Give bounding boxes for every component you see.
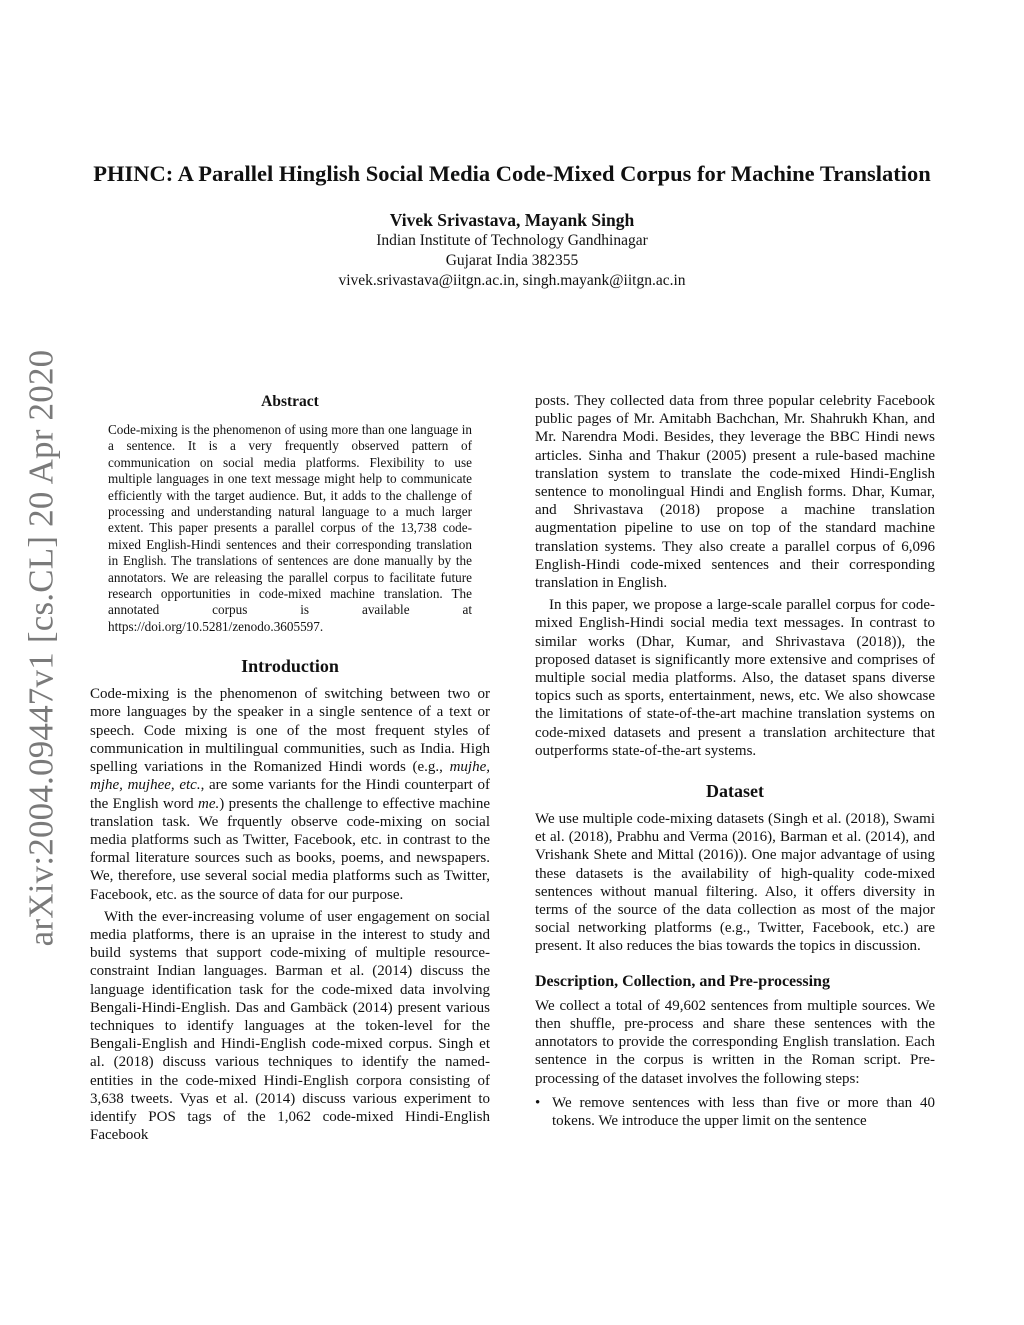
author-emails: vivek.srivastava@iitgn.ac.in, singh.mayank@iitgn.ac.in <box>338 272 686 289</box>
introduction-paragraph-1 <box>90 685 490 903</box>
abstract-heading: Abstract <box>261 393 319 410</box>
arxiv-identifier-text: arXiv:2004.09447v1 [cs.CL] 20 Apr 2020 <box>21 349 60 947</box>
introduction-paragraph-2-continued: posts. They collected data from three popular celebrity Facebook public pages of Mr. Amitabh Bachchan, Mr. Shahrukh Khan, and Mr. Narendra Modi. Besides, they leverage the BBC Hindi news articles. Sinha and Thakur (2005) present a rule-based machine translation system to translate the code-mixed Hindi-English sentence to monolingual Hindi and English forms. Dhar, Kumar, and Shrivastava (2018) propose a machine translation augmentation pipeline to use on top of the standard machine translation systems. They also create a parallel corpus of 6,096 English-Hindi code-mixed sentences and their corresponding translation in English. <box>535 393 935 592</box>
author-location: Gujarat India 382355 <box>445 252 579 269</box>
preprocessing-steps-list <box>535 1094 935 1130</box>
introduction-section <box>90 655 490 1144</box>
introduction-heading: Introduction <box>241 656 339 677</box>
right-column <box>535 392 935 1130</box>
arxiv-identifier-stamp <box>14 349 68 947</box>
author-affiliation: Indian Institute of Technology Gandhinagar <box>376 232 648 249</box>
abstract-text: Code-mixing is the phenomenon of using more than one language in a sentence. It is a very frequently observed pattern of communication on social media platforms. Flexibility to use multiple languages in one text message might help to communicate efficiently with the target audience. But, it adds to the challenge of processing and understanding natural language to a much larger extent. This paper presents a parallel corpus of the 13,738 code-mixed English-Hindi sentences and their corresponding translation in English. The translations of sentences are done manually by the annotators. We are releasing the parallel corpus to facilitate future research opportunities in code-mixed machine translation. The annotated corpus is available at https://doi.org/10.5281/zenodo.3605597. <box>108 422 472 634</box>
dataset-heading: Dataset <box>706 781 764 802</box>
title-block <box>90 160 934 291</box>
intro-p1-text-a: Code-mixing is the phenomenon of switching between two or more languages by the speaker in a single sentence of a text or speech. Code mixing is one of the most frequent styles of communication in multilingual communities, such as India. High spelling variations in the Romanized Hindi words (e.g., <box>90 686 490 776</box>
intro-p1-text-c: ) presents the challenge to effective machine translation task. We frquently observe code-mixing on social media platforms such as Twitter, Facebook, etc. in contrast to the formal literature sources such as books, poems, and newspapers. We, therefore, use several social media platforms such as Twitter, Facebook, etc. as the source of data for our purpose. <box>90 795 490 903</box>
list-item: • We remove sentences with less than five or more than 40 tokens. We introduce the upper limit on the sentence <box>535 1094 935 1130</box>
author-names: Vivek Srivastava, Mayank Singh <box>389 210 635 230</box>
dataset-paragraph-1: We use multiple code-mixing datasets (Singh et al. (2018), Swami et al. (2018), Prabhu and Verma (2016), Barman et al. (2014), and Vrishank Shete and Mittal (2016)). One major advantage of using these datasets is the availability of high-quality code-mixed sentences without manual filtering. Also, it offers diversity in terms of the source of the data collection as most of the major social networking platforms (e.g., Twitter, Facebook, etc.) are present. It also reduces the bias towards the topics in discussion. <box>535 811 935 955</box>
intro-p1-italic-variants: mujhe, mjhe, mujhee, etc. <box>90 759 490 794</box>
description-subsection-heading: Description, Collection, and Pre-processing <box>535 972 830 990</box>
dataset-paragraph-2: We collect a total of 49,602 sentences from multiple sources. We then shuffle, pre-process and share these sentences with the annotators to provide the corresponding English translation. Each sentence in the corpus is written in the Roman script. Pre-processing of the dataset involves the following steps: <box>535 997 935 1087</box>
introduction-paragraph-3: In this paper, we propose a large-scale parallel corpus for code-mixed English-Hindi social media text messages. In contrast to similar works (Dhar, Kumar, and Shrivastava (2018)), the proposed dataset is significantly more extensive and comprises of multiple social media platforms. Also, the dataset spans diverse topics such as sports, entertainment, news, etc. We also showcase the limitations of state-of-the-art machine translation systems on code-mixed datasets and present a translation architecture that outperforms state-of-the-art systems. <box>535 597 935 759</box>
left-column <box>90 392 490 1144</box>
intro-p1-text-b: , are some variants for the Hindi counterpart of the English word <box>90 777 490 812</box>
dataset-section <box>535 780 935 1130</box>
abstract-section <box>90 392 490 635</box>
paper-title: PHINC: A Parallel Hinglish Social Media Code-Mixed Corpus for Machine Translation <box>93 161 931 186</box>
introduction-paragraph-2: With the ever-increasing volume of user engagement on social media platforms, there is an upraise in the interest to study and build systems that support code-mixing of multiple resource-constraint Indian languages. Barman et al. (2014) discuss the language identification task for the code-mixed data involving Bengali-Hindi-English. Das and Gambäck (2014) present various techniques to identify languages at the token-level for the Bengali-English and Hindi-English code-mixed corpus. Singh et al. (2018) discuss various techniques to identify the named-entities in the code-mixed Hindi-English corpora consisting of 3,638 tweets. Vyas et al. (2014) discuss various experiment to identify POS tags of the 1,062 code-mixed Hindi-English Facebook <box>90 908 490 1144</box>
intro-p1-italic-me: me. <box>198 795 220 812</box>
